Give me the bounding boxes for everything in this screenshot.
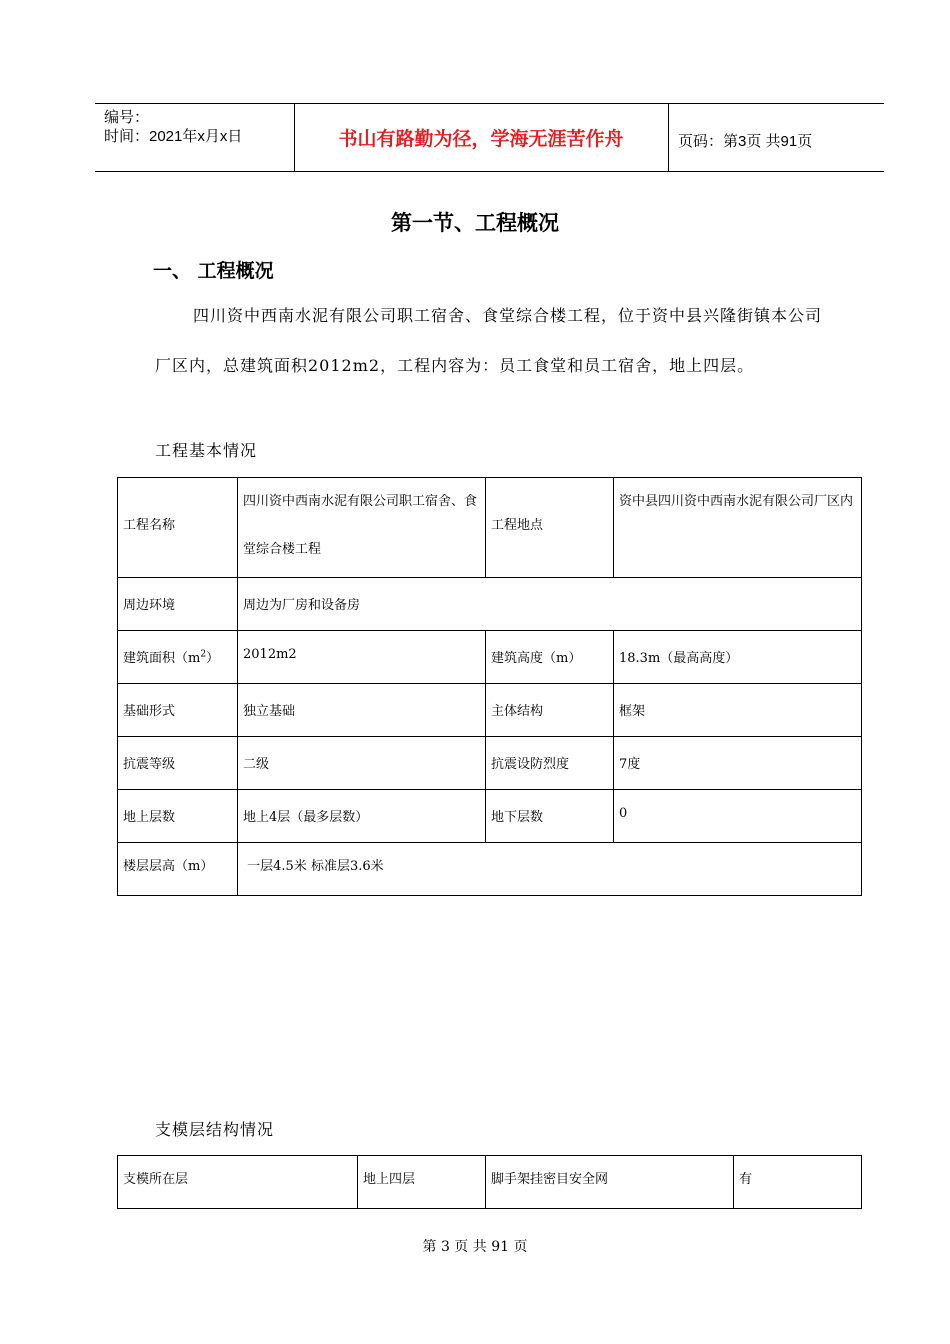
table-cell-value: 二级 — [238, 737, 486, 790]
header-page-number: 页码：第3页 共91页 — [678, 133, 813, 150]
table-cell-label: 基础形式 — [118, 684, 238, 737]
header-number: 编号： — [104, 109, 150, 126]
table-row — [118, 478, 862, 578]
table-row — [118, 790, 862, 843]
table-cell-label: 周边环境 — [118, 578, 238, 631]
table-row — [118, 737, 862, 790]
table-cell-label: 工程名称 — [118, 478, 238, 578]
table-row — [118, 684, 862, 737]
header-divider — [668, 103, 669, 172]
table-cell-value: 7度 — [614, 737, 862, 790]
table2-caption: 支模层结构情况 — [155, 1120, 275, 1139]
page-footer: 第 3 页 共 91 页 — [422, 1239, 528, 1255]
formwork-table — [117, 1155, 862, 1209]
table1-caption: 工程基本情况 — [155, 441, 258, 460]
table-row — [118, 631, 862, 684]
area-label-end: ） — [206, 651, 220, 666]
table-cell-label: 地上层数 — [118, 790, 238, 843]
table-cell-label: 支模所在层 — [118, 1156, 358, 1209]
table-cell-value: 有 — [734, 1156, 862, 1209]
header-bottom-rule — [95, 171, 884, 172]
section-title: 第一节、工程概况 — [391, 211, 559, 235]
table-cell-label: 建筑高度（m） — [486, 631, 614, 684]
header-time: 时间：2021年x月x日 — [104, 128, 243, 145]
table-cell-label: 楼层层高（m） — [118, 843, 238, 896]
table-cell-label: 地下层数 — [486, 790, 614, 843]
table-cell-label — [118, 631, 238, 684]
table-cell-label: 主体结构 — [486, 684, 614, 737]
project-info-table — [117, 477, 862, 896]
header-motto: 书山有路勤为径，学海无涯苦作舟 — [338, 128, 624, 150]
table-cell-value: 18.3m（最高高度） — [614, 631, 862, 684]
table-cell-value: 周边为厂房和设备房 — [238, 578, 862, 631]
table-cell-label: 脚手架挂密目安全网 — [486, 1156, 734, 1209]
table-cell-value: 一层4.5米 标准层3.6米 — [238, 843, 862, 896]
table-cell-value: 框架 — [614, 684, 862, 737]
table-cell-value: 0 — [614, 790, 862, 843]
area-label-superscript: 2 — [200, 649, 207, 660]
table-row — [118, 1156, 862, 1209]
table-cell-label: 抗震设防烈度 — [486, 737, 614, 790]
table-cell-value: 资中县四川资中西南水泥有限公司厂区内 — [614, 478, 862, 578]
table-row — [118, 843, 862, 896]
table-cell-label: 抗震等级 — [118, 737, 238, 790]
table-cell-value: 独立基础 — [238, 684, 486, 737]
heading: 一、 工程概况 — [153, 260, 274, 282]
table-cell-value: 2012m2 — [238, 631, 486, 684]
header-top-rule — [95, 103, 884, 104]
area-label: 建筑面积（m — [123, 651, 201, 666]
table-cell-label: 工程地点 — [486, 478, 614, 578]
table-cell-value: 地上四层 — [358, 1156, 486, 1209]
overview-paragraph: 四川资中西南水泥有限公司职工宿舍、食堂综合楼工程，位于资中县兴隆街镇本公司厂区内，总建筑面积2012m2，工程内容为：员工食堂和员工宿舍，地上四层。 — [155, 306, 823, 375]
table-cell-value: 地上4层（最多层数） — [238, 790, 486, 843]
table-cell-value: 四川资中西南水泥有限公司职工宿舍、食堂综合楼工程 — [238, 478, 486, 578]
table-row — [118, 578, 862, 631]
